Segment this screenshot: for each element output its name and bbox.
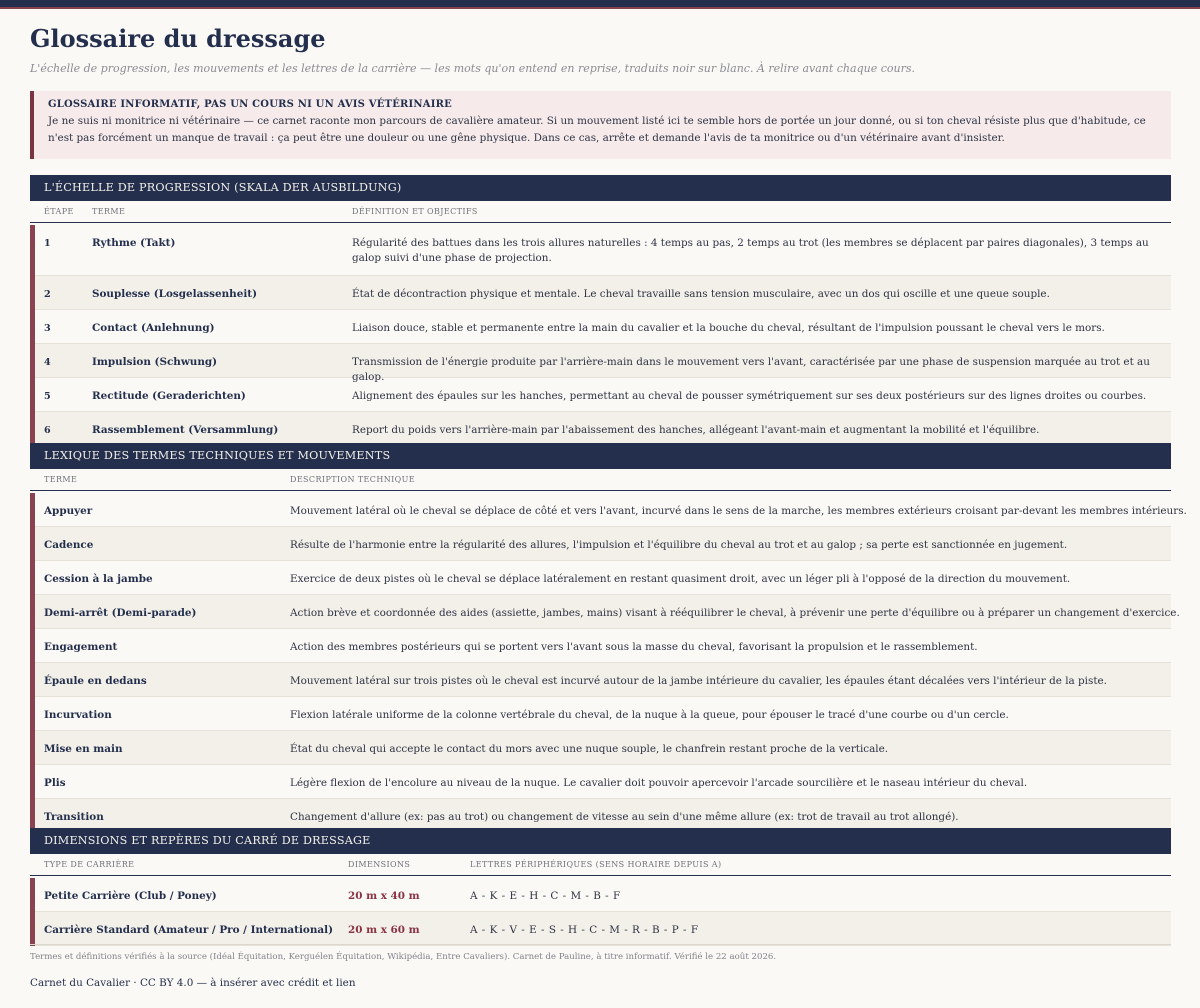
col-description: DESCRIPTION TECHNIQUE (290, 475, 415, 484)
lexicon-term: Engagement (44, 641, 118, 653)
lexicon-term: Épaule en dedans (44, 675, 147, 687)
notice-body: Je ne suis ni monitrice ni vétérinaire — ce carnet raconte mon parcours de cavalière amateur. Si un mouvement listé ici te semble hors de portée un jour donné, ou si ton cheval résiste plus que d'habitude, ce n'est pas forcément un manque de travail : ça peut être une douleur ou une gêne physique. Dans ce cas, arrête et demande l'avis de ta monitrice ou d'un vétérinaire avant d'insister. (48, 115, 1146, 144)
step-term: Rassemblement (Versammlung) (92, 424, 279, 436)
footer-note: Termes et définitions vérifiés à la source (Idéal Équitation, Kerguélen Équitation, Wikipédia, Entre Cavaliers). Carnet de Pauline, à titre informatif. Vérifié le 22 août 2026. (30, 952, 777, 962)
scale-column-headers (30, 201, 1171, 223)
table-row (35, 527, 1171, 561)
col-letters: LETTRES PÉRIPHÉRIQUES (SENS HORAIRE DEPUIS A) (470, 860, 722, 869)
lexicon-section (30, 443, 1187, 833)
lexicon-term: Demi-arrêt (Demi-parade) (44, 607, 197, 619)
step-term: Impulsion (Schwung) (92, 356, 218, 368)
lexicon-term: Mise en main (44, 743, 123, 755)
lexicon-description: Résulte de l'harmonie entre la régularité des allures, l'impulsion et l'équilibre du cheval au trot et au galop ; sa perte est sanctionnée en jugement. (290, 539, 1068, 551)
lexicon-description: Mouvement latéral où le cheval se déplace de côté et vers l'avant, incurvé dans le sens de la marche, les membres extérieurs croisant par-devant les membres intérieurs. (290, 505, 1187, 517)
step-number: 1 (44, 238, 51, 249)
scale-section (30, 175, 1171, 446)
step-number: 4 (44, 357, 51, 368)
arena-type: Carrière Standard (Amateur / Pro / International) (44, 924, 333, 936)
step-definition: Report du poids vers l'arrière-main par l'abaissement des hanches, allégeant l'avant-main et augmentant la mobilité et l'équilibre. (352, 424, 1040, 436)
table-row (35, 378, 1171, 412)
notice-title: GLOSSAIRE INFORMATIF, PAS UN COURS NI UN AVIS VÉTÉRINAIRE (48, 99, 452, 110)
arena-heading: DIMENSIONS ET REPÈRES DU CARRÉ DE DRESSAGE (30, 828, 1171, 854)
lexicon-description: État du cheval qui accepte le contact du mors avec une nuque souple, le chanfrein restant proche de la verticale. (290, 743, 889, 755)
col-term: TERME (92, 207, 126, 216)
table-row (35, 412, 1171, 446)
table-row (35, 663, 1171, 697)
col-definition: DÉFINITION ET OBJECTIFS (352, 207, 478, 216)
lexicon-term: Cession à la jambe (44, 573, 153, 585)
step-term: Rectitude (Geraderichten) (92, 390, 246, 402)
lexicon-column-headers (30, 469, 1171, 491)
step-number: 2 (44, 289, 51, 300)
table-row (35, 697, 1171, 731)
footer-divider (30, 944, 1171, 945)
table-row (35, 493, 1187, 527)
arena-column-headers (30, 854, 1171, 876)
arena-table (30, 878, 1171, 946)
lexicon-term: Transition (44, 811, 104, 823)
lexicon-term: Incurvation (44, 709, 112, 721)
lexicon-description: Mouvement latéral sur trois pistes où le cheval est incurvé autour de la jambe intérieure du cavalier, les épaules étant décalées vers l'intérieur de la piste. (290, 675, 1107, 687)
table-row (35, 310, 1171, 344)
lexicon-description: Changement d'allure (ex: pas au trot) ou changement de vitesse au sein d'une même allure (ex: trot de travail au trot allongé). (290, 811, 959, 823)
col-dimensions: DIMENSIONS (348, 860, 411, 869)
step-definition: Transmission de l'énergie produite par l'arrière-main dans le mouvement vers l'avant, caractérisée par une phase de suspension marquée au trot et au galop. (352, 356, 1150, 383)
col-term: TERME (44, 475, 78, 484)
table-row (35, 765, 1171, 799)
table-row (35, 561, 1171, 595)
lexicon-description: Exercice de deux pistes où le cheval se déplace latéralement en restant quasiment droit, avec un léger pli à l'opposé de la direction du mouvement. (290, 573, 1071, 585)
arena-dimensions: 20 m x 60 m (348, 924, 420, 936)
scale-heading: L'ÉCHELLE DE PROGRESSION (SKALA DER AUSBILDUNG) (30, 175, 1171, 201)
table-row (35, 344, 1171, 383)
step-definition: Alignement des épaules sur les hanches, permettant au cheval de pousser symétriquement sur ses deux postérieurs sur des lignes droites ou courbes. (352, 390, 1147, 402)
step-number: 6 (44, 425, 51, 436)
lexicon-heading: LEXIQUE DES TERMES TECHNIQUES ET MOUVEMENTS (30, 443, 1171, 469)
lexicon-description: Action brève et coordonnée des aides (assiette, jambes, mains) visant à rééquilibrer le cheval, à prévenir une perte d'équilibre ou à préparer un changement d'exercice. (290, 607, 1180, 619)
table-row (35, 225, 1171, 276)
step-definition: Liaison douce, stable et permanente entre la main du cavalier et la bouche du cheval, résultant de l'impulsion poussant le cheval vers le mors. (352, 322, 1105, 334)
arena-dimensions: 20 m x 40 m (348, 890, 420, 902)
table-row (35, 629, 1171, 663)
lexicon-description: Légère flexion de l'encolure au niveau de la nuque. Le cavalier doit pouvoir apercevoir l'arcade sourcilière et le naseau intérieur du cheval. (290, 777, 1028, 789)
lexicon-table (30, 493, 1187, 833)
lexicon-description: Flexion latérale uniforme de la colonne vertébrale du cheval, de la nuque à la queue, pour épouser le tracé d'une courbe ou d'un cercle. (290, 709, 1009, 721)
table-row (35, 276, 1171, 310)
step-term: Rythme (Takt) (92, 237, 176, 249)
credit-line: Carnet du Cavalier · CC BY 4.0 — à insérer avec crédit et lien (30, 977, 356, 989)
step-definition: Régularité des battues dans les trois allures naturelles : 4 temps au pas, 2 temps au trot (les membres se déplacent par paires diagonales), 3 temps au galop suivi d'une phase de projection. (352, 237, 1149, 264)
col-type: TYPE DE CARRIÈRE (44, 860, 135, 869)
arena-section (30, 828, 1171, 946)
step-number: 5 (44, 391, 51, 402)
page-subtitle: L'échelle de progression, les mouvements et les lettres de la carrière — les mots qu'on entend en reprise, traduits noir sur blanc. À relire avant chaque cours. (30, 62, 915, 75)
top-accent-stripe (0, 7, 1200, 9)
step-number: 3 (44, 323, 51, 334)
step-term: Souplesse (Losgelassenheit) (92, 288, 257, 300)
lexicon-term: Appuyer (44, 505, 93, 517)
top-accent-bar (0, 0, 1200, 7)
lexicon-term: Cadence (44, 539, 94, 551)
table-row (35, 731, 1171, 765)
page-title: Glossaire du dressage (30, 24, 326, 53)
arena-type: Petite Carrière (Club / Poney) (44, 890, 217, 902)
col-step: ÉTAPE (44, 207, 74, 216)
arena-letters: A - K - V - E - S - H - C - M - R - B - P - F (470, 924, 699, 936)
arena-letters: A - K - E - H - C - M - B - F (470, 890, 621, 902)
scale-table (30, 225, 1171, 446)
disclaimer-notice (30, 91, 1171, 159)
step-term: Contact (Anlehnung) (92, 322, 215, 334)
table-row (35, 912, 1171, 946)
lexicon-term: Plis (44, 777, 66, 789)
table-row (35, 595, 1180, 629)
step-definition: État de décontraction physique et mentale. Le cheval travaille sans tension musculaire, avec un dos qui oscille et une queue souple. (352, 288, 1050, 300)
lexicon-description: Action des membres postérieurs qui se portent vers l'avant sous la masse du cheval, favorisant la propulsion et le rassemblement. (290, 641, 978, 653)
table-row (35, 878, 1171, 912)
